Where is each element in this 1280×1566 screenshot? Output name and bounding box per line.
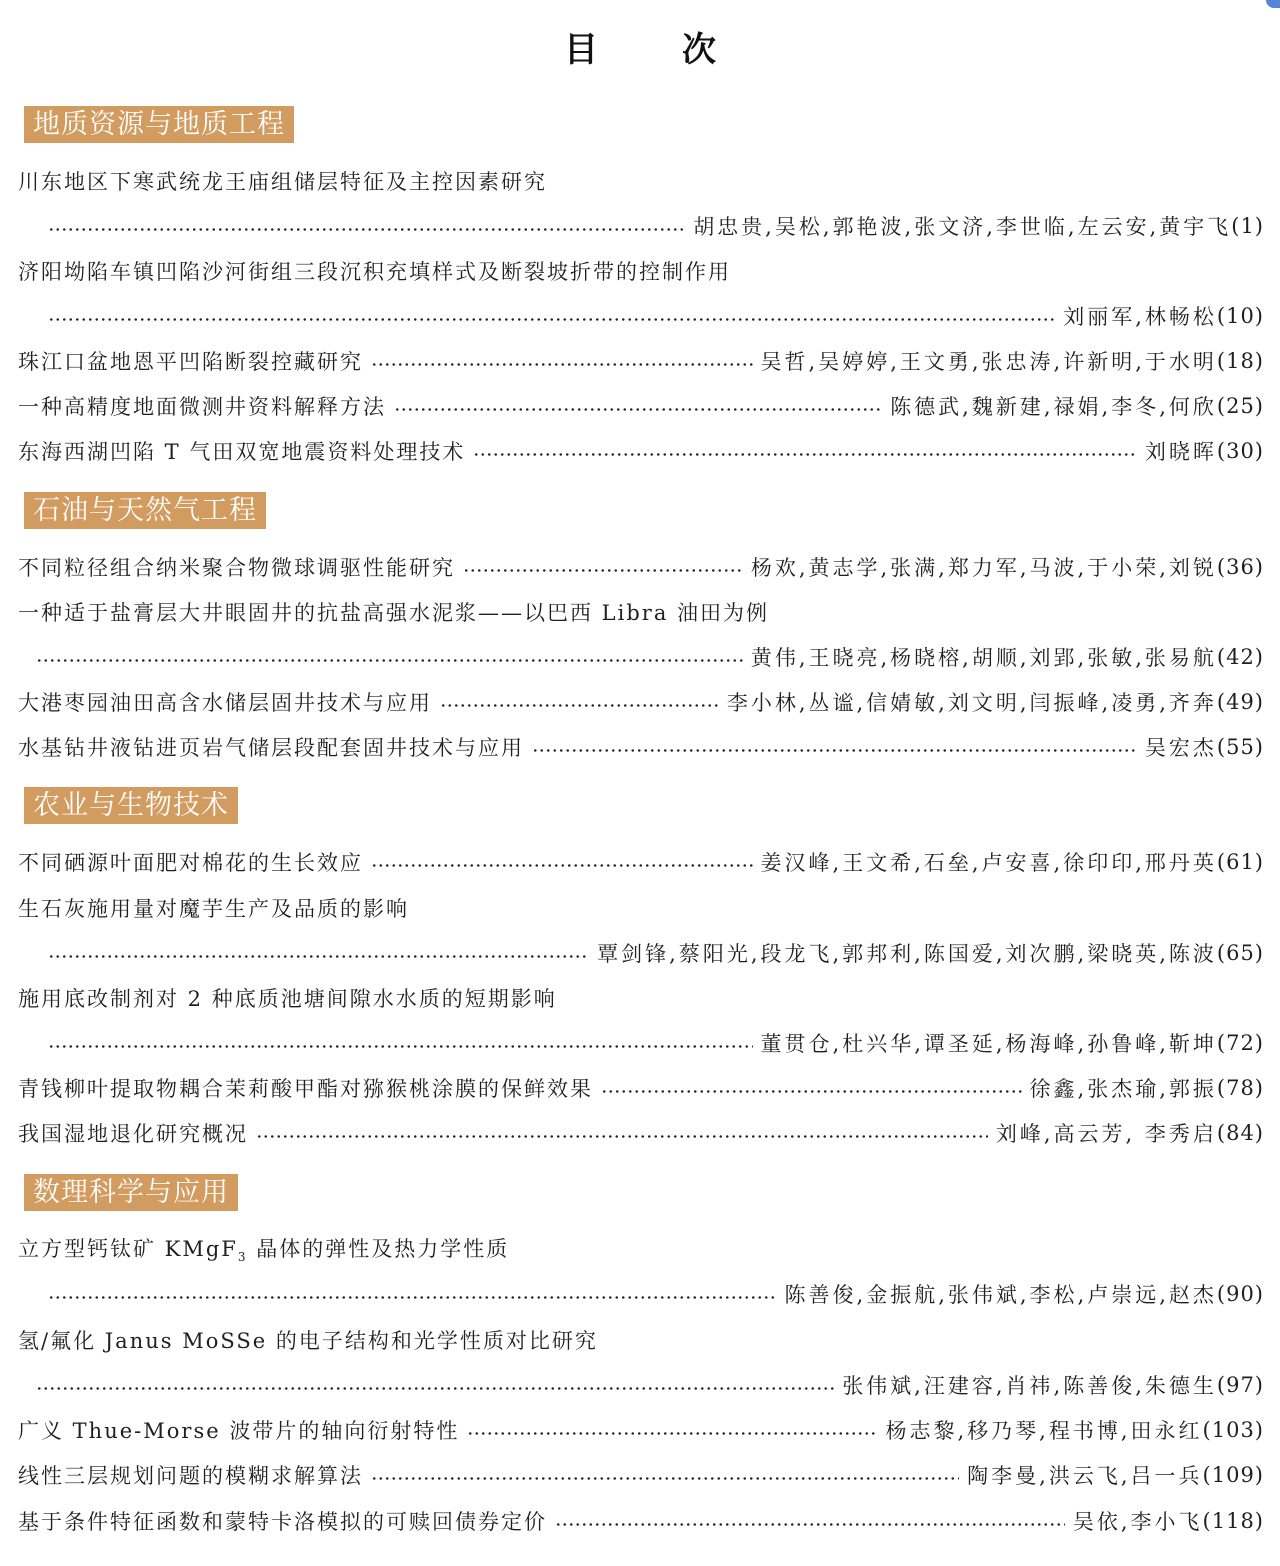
dot-leader (440, 687, 719, 717)
dot-leader (555, 1506, 1065, 1536)
dot-leader (48, 211, 685, 241)
article-authors: 徐鑫,张杰瑜,郭振 (1029, 1077, 1217, 1101)
toc-entry[interactable] (18, 1460, 1264, 1490)
article-title[interactable]: 广义 Thue-Morse 波带片的轴向衍射特性 (18, 1419, 460, 1443)
article-title[interactable]: 不同粒径组合纳米聚合物微球调驱性能研究 (18, 556, 455, 580)
toc-entry-byline (18, 1370, 1264, 1400)
dot-leader (48, 1028, 753, 1058)
article-page[interactable]: (36) (1216, 555, 1264, 579)
article-title[interactable]: 大港枣园油田高含水储层固井技术与应用 (18, 691, 432, 715)
article-page[interactable]: (103) (1202, 1418, 1264, 1442)
article-title[interactable]: 氢/氟化 Janus MoSSe 的电子结构和光学性质对比研究 (18, 1329, 598, 1353)
dot-leader (48, 301, 1055, 331)
dot-leader (256, 1118, 988, 1148)
article-page[interactable]: (109) (1202, 1463, 1264, 1487)
article-page[interactable]: (118) (1202, 1509, 1264, 1533)
article-authors: 陈德武,魏新建,禄娟,李冬,何欣 (890, 395, 1217, 419)
article-title[interactable]: 一种高精度地面微测井资料解释方法 (18, 395, 386, 419)
article-authors: 杨欢,黄志学,张满,郑力军,马波,于小荣,刘锐 (750, 556, 1217, 580)
toc-entry[interactable] (18, 1118, 1264, 1148)
article-title[interactable]: 不同硒源叶面肥对棉花的生长效应 (18, 851, 363, 875)
section-header-math-physics: 数理科学与应用 (24, 1174, 238, 1211)
article-authors: 刘丽军,林畅松 (1063, 305, 1217, 329)
article-title[interactable]: 东海西湖凹陷 T 气田双宽地震资料处理技术 (18, 440, 466, 464)
article-page[interactable]: (18) (1216, 349, 1264, 373)
article-authors: 杨志黎,移乃琴,程书博,田永红 (885, 1419, 1203, 1443)
dot-leader (463, 552, 743, 582)
article-page[interactable]: (65) (1216, 941, 1264, 965)
page-title: 目次 (564, 30, 800, 70)
dot-leader (371, 1460, 959, 1490)
dot-leader (48, 938, 589, 968)
article-page[interactable]: (84) (1216, 1121, 1264, 1145)
article-title[interactable]: 生石灰施用量对魔芋生产及品质的影响 (18, 897, 409, 921)
dot-leader (394, 391, 882, 421)
article-authors: 李小林,丛谧,信婧敏,刘文明,闫振峰,凌勇,齐奔 (726, 691, 1217, 715)
toc-entry[interactable] (18, 1506, 1264, 1536)
toc-entry[interactable] (18, 687, 1264, 717)
article-authors: 姜汉峰,王文希,石垒,卢安喜,徐印印,邢丹英 (760, 851, 1217, 875)
dot-leader (48, 1279, 777, 1309)
toc-entry[interactable] (18, 552, 1264, 582)
article-page[interactable]: (72) (1216, 1031, 1264, 1055)
toc-entry[interactable] (18, 1073, 1264, 1103)
article-page[interactable]: (42) (1216, 645, 1264, 669)
toc-entry-title[interactable] (18, 983, 1264, 1013)
article-page[interactable]: (49) (1216, 690, 1264, 714)
article-title[interactable]: 珠江口盆地恩平凹陷断裂控藏研究 (18, 350, 363, 374)
dot-leader (473, 436, 1137, 466)
article-page[interactable]: (10) (1216, 304, 1264, 328)
article-title[interactable]: 川东地区下寒武统龙王庙组储层特征及主控因素研究 (18, 170, 547, 194)
toc-entry-title[interactable] (18, 597, 1264, 627)
article-title[interactable]: 青钱柳叶提取物耦合茉莉酸甲酯对猕猴桃涂膜的保鲜效果 (18, 1077, 593, 1101)
dot-leader (601, 1073, 1022, 1103)
article-title[interactable]: 水基钻井液钻进页岩气储层段配套固井技术与应用 (18, 736, 524, 760)
toc-entry[interactable] (18, 732, 1264, 762)
dot-leader (36, 1370, 834, 1400)
dot-leader (371, 346, 753, 376)
corner-decoration (1266, 0, 1280, 8)
article-authors: 刘峰,高云芳, 李秀启 (995, 1122, 1217, 1146)
article-title-main: 立方型钙钛矿 KMgF (18, 1237, 238, 1262)
toc-entry[interactable] (18, 436, 1264, 466)
article-page[interactable]: (1) (1231, 214, 1264, 238)
article-title[interactable]: 施用底改制剂对 2 种底质池塘间隙水水质的短期影响 (18, 987, 557, 1011)
toc-entry-byline (18, 938, 1264, 968)
toc-entry-title[interactable] (18, 893, 1264, 923)
article-page[interactable]: (25) (1216, 394, 1264, 418)
article-page[interactable]: (61) (1216, 850, 1264, 874)
article-authors: 张伟斌,汪建容,肖祎,陈善俊,朱德生 (842, 1374, 1217, 1398)
article-page[interactable]: (90) (1216, 1282, 1264, 1306)
toc-entry-byline (18, 301, 1264, 331)
toc-entry-byline (18, 211, 1264, 241)
article-authors: 陈善俊,金振航,张伟斌,李松,卢崇远,赵杰 (784, 1283, 1217, 1307)
section-header-geology: 地质资源与地质工程 (24, 106, 294, 143)
article-title-tail: 晶体的弹性及热力学性质 (247, 1237, 510, 1262)
article-page[interactable]: (97) (1216, 1373, 1264, 1397)
article-authors: 董贯仓,杜兴华,谭圣延,杨海峰,孙鲁峰,靳坤 (760, 1032, 1217, 1056)
article-title[interactable] (18, 1233, 509, 1264)
toc-entry-byline (18, 1028, 1264, 1058)
dot-leader (36, 642, 743, 672)
article-authors: 陶李曼,洪云飞,吕一兵 (967, 1464, 1203, 1488)
toc-entry-title[interactable] (18, 256, 1264, 286)
dot-leader (467, 1415, 877, 1445)
article-authors: 黄伟,王晓亮,杨晓榕,胡顺,刘郢,张敏,张易航 (750, 646, 1217, 670)
toc-entry-title[interactable] (18, 1325, 1264, 1355)
article-page[interactable]: (30) (1216, 439, 1264, 463)
article-page[interactable]: (78) (1216, 1076, 1264, 1100)
article-title[interactable]: 一种适于盐膏层大井眼固井的抗盐高强水泥浆——以巴西 Libra 油田为例 (18, 601, 770, 625)
article-title[interactable]: 济阳坳陷车镇凹陷沙河街组三段沉积充填样式及断裂坡折带的控制作用 (18, 260, 731, 284)
subscript: 3 (237, 1250, 248, 1265)
section-header-petroleum: 石油与天然气工程 (24, 492, 266, 529)
article-authors: 吴哲,吴婷婷,王文勇,张忠涛,许新明,于水明 (760, 350, 1217, 374)
article-authors: 覃剑锋,蔡阳光,段龙飞,郭邦利,陈国爱,刘次鹏,梁晓英,陈波 (597, 942, 1217, 966)
section-header-agriculture: 农业与生物技术 (24, 787, 238, 824)
article-authors: 吴依,李小飞 (1072, 1510, 1203, 1534)
toc-entry[interactable] (18, 847, 1264, 877)
dot-leader (532, 732, 1137, 762)
toc-entry-title[interactable] (18, 166, 1264, 196)
article-title[interactable]: 基于条件特征函数和蒙特卡洛模拟的可赎回债券定价 (18, 1510, 547, 1534)
toc-entry[interactable] (18, 391, 1264, 421)
article-page[interactable]: (55) (1216, 735, 1264, 759)
dot-leader (371, 847, 753, 877)
article-authors: 刘晓晖 (1144, 440, 1217, 464)
article-title[interactable]: 线性三层规划问题的模糊求解算法 (18, 1464, 363, 1488)
toc-entry-byline (18, 1279, 1264, 1309)
article-authors: 吴宏杰 (1144, 736, 1217, 760)
article-authors: 胡忠贵,吴松,郭艳波,张文济,李世临,左云安,黄宇飞 (693, 215, 1232, 239)
toc-entry-byline (18, 642, 1264, 672)
toc-entry[interactable] (18, 1415, 1264, 1445)
toc-entry-title[interactable] (18, 1234, 1264, 1264)
article-title[interactable]: 我国湿地退化研究概况 (18, 1122, 248, 1146)
toc-entry[interactable] (18, 346, 1264, 376)
